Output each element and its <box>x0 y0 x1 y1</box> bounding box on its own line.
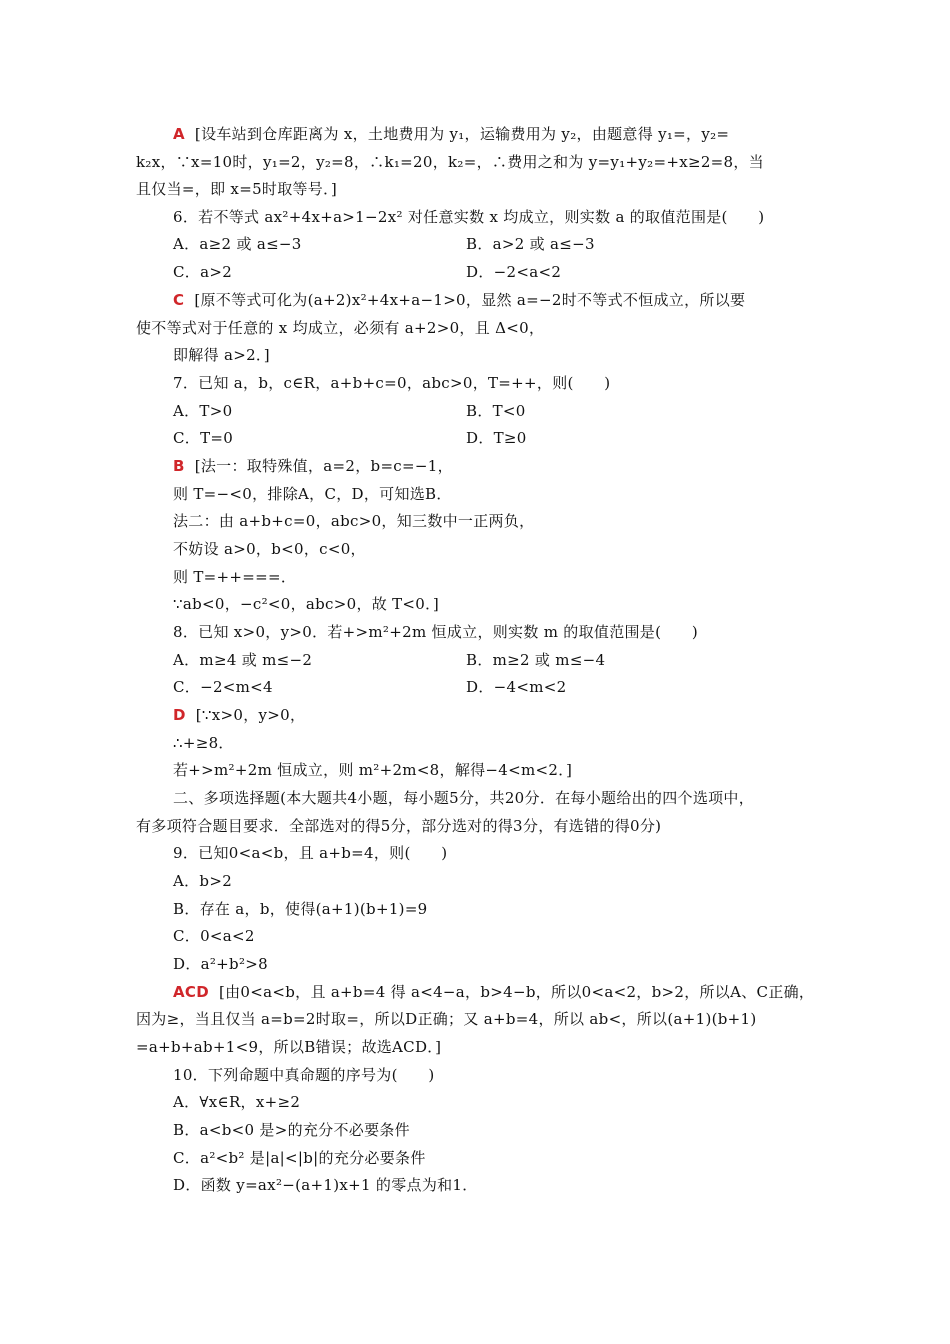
q9-solution-line-1: ACD [由0<a<b，且 a+b=4 得 a<4−a，b>4−b，所以0<a<2，b>2，所以A、C正确， <box>173 983 815 1001</box>
q7-option-c: C．T=0 <box>173 429 234 447</box>
q6-stem: 6．若不等式 ax²+4x+a>1−2x² 对任意实数 x 均成立，则实数 a 的取值范围是( ) <box>173 208 765 226</box>
q6-answer: C <box>173 291 185 309</box>
section-2-heading-line-1: 二、多项选择题(本大题共4小题，每小题5分，共20分．在每小题给出的四个选项中， <box>173 789 755 807</box>
q7-option-b: B．T<0 <box>466 402 526 420</box>
q7-solution-line-4: 不妨设 a>0，b<0，c<0， <box>173 540 366 558</box>
q8-option-c: C．−2<m<4 <box>173 678 273 696</box>
q8-solution-line-1: D [∵x>0，y>0， <box>173 706 306 724</box>
q7-stem: 7．已知 a，b，c∈R，a+b+c=0，abc>0，T=++，则( ) <box>173 374 611 392</box>
q9-solution-line-2: 因为≥，当且仅当 a=b=2时取=，所以D正确；又 a+b=4，所以 ab<，所以(a+1)(b+1) <box>136 1010 757 1028</box>
q5-answer: A <box>173 125 185 143</box>
q8-option-d: D．−4<m<2 <box>466 678 567 696</box>
q7-solution-line-2: 则 T=−<0，排除A，C，D，可知选B． <box>173 485 452 503</box>
q10-option-c: C．a²<b² 是|a|<|b|的充分必要条件 <box>173 1149 426 1167</box>
q9-stem: 9．已知0<a<b，且 a+b=4，则( ) <box>173 844 448 862</box>
q8-option-b: B．m≥2 或 m≤−4 <box>466 651 606 669</box>
q9-answer: ACD <box>173 983 209 1001</box>
q10-option-d: D．函数 y=ax²−(a+1)x+1 的零点为和1． <box>173 1176 478 1194</box>
q6-solution-line-1: C [原不等式可化为(a+2)x²+4x+a−1>0，显然 a=−2时不等式不恒成立，所以要 <box>173 291 746 309</box>
q6-solution-line-2: 使不等式对于任意的 x 均成立，必须有 a+2>0，且 Δ<0， <box>136 319 545 337</box>
q9-option-d: D．a²+b²>8 <box>173 955 268 973</box>
q6-option-d: D．−2<a<2 <box>466 263 562 281</box>
q5-solution-line-1: A [设车站到仓库距离为 x，土地费用为 y₁，运输费用为 y₂，由题意得 y₁=，y₂= <box>173 125 730 143</box>
q8-stem: 8．已知 x>0，y>0．若+>m²+2m 恒成立，则实数 m 的取值范围是( ) <box>173 623 699 641</box>
q7-option-a: A．T>0 <box>173 402 233 420</box>
q9-option-b: B．存在 a，b，使得(a+1)(b+1)=9 <box>173 900 428 918</box>
q8-solution-line-3: 若+>m²+2m 恒成立，则 m²+2m<8，解得−4<m<2．] <box>173 761 573 779</box>
q6-option-a: A．a≥2 或 a≤−3 <box>173 235 302 253</box>
q7-answer: B <box>173 457 185 475</box>
q9-option-a: A．b>2 <box>173 872 233 890</box>
q5-solution-line-2: k₂x，∵x=10时，y₁=2，y₂=8，∴k₁=20，k₂=，∴费用之和为 y=y₁+y₂=+x≥2=8，当 <box>136 153 764 171</box>
q8-answer: D <box>173 706 186 724</box>
q8-option-a: A．m≥4 或 m≤−2 <box>173 651 313 669</box>
q7-option-d: D．T≥0 <box>466 429 527 447</box>
q9-option-c: C．0<a<2 <box>173 927 255 945</box>
q7-solution-line-5: 则 T=++===． <box>173 568 297 586</box>
q10-option-b: B．a<b<0 是>的充分不必要条件 <box>173 1121 410 1139</box>
section-2-heading-line-2: 有多项符合题目要求．全部选对的得5分，部分选对的得3分，有选错的得0分) <box>136 817 662 835</box>
q8-solution-line-2: ∴+≥8． <box>173 734 234 752</box>
q7-solution-line-3: 法二：由 a+b+c=0，abc>0，知三数中一正两负， <box>173 512 535 530</box>
q7-solution-line-6: ∵ab<0，−c²<0，abc>0，故 T<0．] <box>173 595 440 613</box>
q9-solution-line-3: =a+b+ab+1<9，所以B错误；故选ACD．] <box>136 1038 442 1056</box>
q6-solution-line-3: 即解得 a>2．] <box>173 346 270 364</box>
q6-option-b: B．a>2 或 a≤−3 <box>466 235 595 253</box>
q7-solution-line-1: B [法一：取特殊值，a=2，b=c=−1， <box>173 457 453 475</box>
q5-solution-line-3: 且仅当=，即 x=5时取等号．] <box>136 180 338 198</box>
q10-stem: 10．下列命题中真命题的序号为( ) <box>173 1066 435 1084</box>
q6-option-c: C．a>2 <box>173 263 233 281</box>
q10-option-a: A．∀x∈R，x+≥2 <box>173 1093 301 1111</box>
